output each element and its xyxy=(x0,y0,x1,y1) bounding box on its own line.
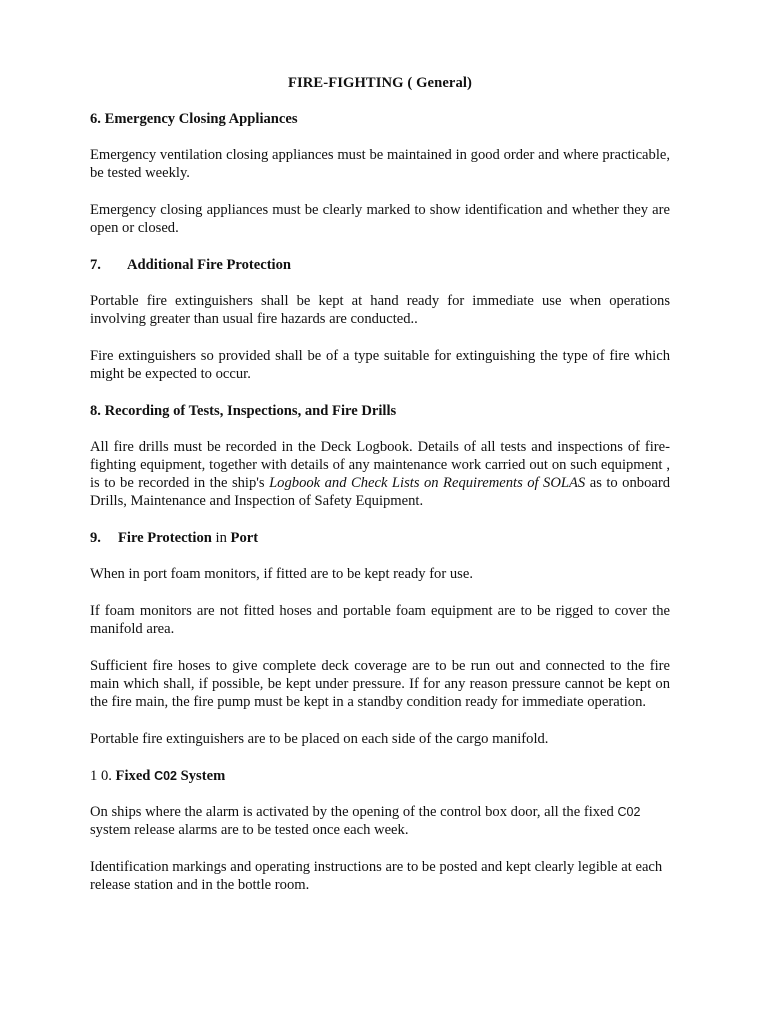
solas-logbook-reference: Logbook and Check Lists on Requirements of SOLAS xyxy=(269,475,586,491)
section-8-text-start: All fire drills must be recorded in the Deck Logbook. Details of all tests and inspections of fire-fighting equipment, together with details of any maintenance work carried out on such equipment , is to be recorded in the ship's xyxy=(90,439,670,491)
page-title: FIRE-FIGHTING ( General) xyxy=(288,75,472,91)
section-10-text-start: On ships where the alarm is activated by the opening of the control box door, all the fixed xyxy=(90,804,618,820)
section-7-title: Additional Fire Protection xyxy=(127,257,292,273)
section-10-paragraph-1 xyxy=(90,803,670,839)
section-8-paragraph-1 xyxy=(90,438,670,510)
section-10-number: 1 0. xyxy=(90,768,116,784)
section-7-paragraph-2: Fire extinguishers so provided shall be of a type suitable for extinguishing the type of fire which might be expected to occur. xyxy=(90,348,670,382)
section-9-paragraph-3: Sufficient fire hoses to give complete deck coverage are to be run out and connected to the fire main which shall, if possible, be kept under pressure. If for any reason pressure cannot be kept on the fire main, the fire pump must be kept in a standby condition ready for immediate operation. xyxy=(90,658,670,710)
section-6-paragraph-2: Emergency closing appliances must be clearly marked to show identification and whether they are open or closed. xyxy=(90,202,670,236)
section-10-c02-label: C02 xyxy=(617,805,641,819)
section-7-paragraph-1: Portable fire extinguishers shall be kept at hand ready for immediate use when operations involving greater than usual fire hazards are conducted.. xyxy=(90,293,670,327)
section-9-paragraph-2: If foam monitors are not fitted hoses and portable foam equipment are to be rigged to cover the manifold area. xyxy=(90,603,670,637)
section-9-heading xyxy=(90,529,670,547)
section-10-paragraph-2: Identification markings and operating instructions are to be posted and kept clearly legible at each release station and in the bottle room. xyxy=(90,859,663,893)
section-9-title-b: in xyxy=(211,530,231,546)
section-8-heading: 8. Recording of Tests, Inspections, and Fire Drills xyxy=(90,403,397,419)
section-9-title-a: Fire Protection xyxy=(118,530,212,546)
section-9-paragraph-4: Portable fire extinguishers are to be placed on each side of the cargo manifold. xyxy=(90,731,549,747)
section-6-heading: 6. Emergency Closing Appliances xyxy=(90,111,298,127)
section-10-title-c: System xyxy=(177,768,226,784)
section-9-number: 9. xyxy=(90,530,101,546)
section-7-heading xyxy=(90,256,670,274)
section-6-paragraph-1: Emergency ventilation closing appliances must be maintained in good order and where practicable, be tested weekly. xyxy=(90,147,670,181)
section-10-title-a: Fixed xyxy=(115,768,155,784)
section-9-title-c: Port xyxy=(230,530,259,546)
section-8-text-end: as to onboard Drills, Maintenance and Inspection of Safety Equipment. xyxy=(90,475,670,509)
section-9-paragraph-1: When in port foam monitors, if fitted are to be kept ready for use. xyxy=(90,566,473,582)
section-10-title-b: C02 xyxy=(154,769,177,783)
section-7-number: 7. xyxy=(90,257,101,273)
section-10-heading xyxy=(90,767,670,785)
document-page xyxy=(90,74,670,913)
section-10-text-end: system release alarms are to be tested once each week. xyxy=(90,822,409,838)
